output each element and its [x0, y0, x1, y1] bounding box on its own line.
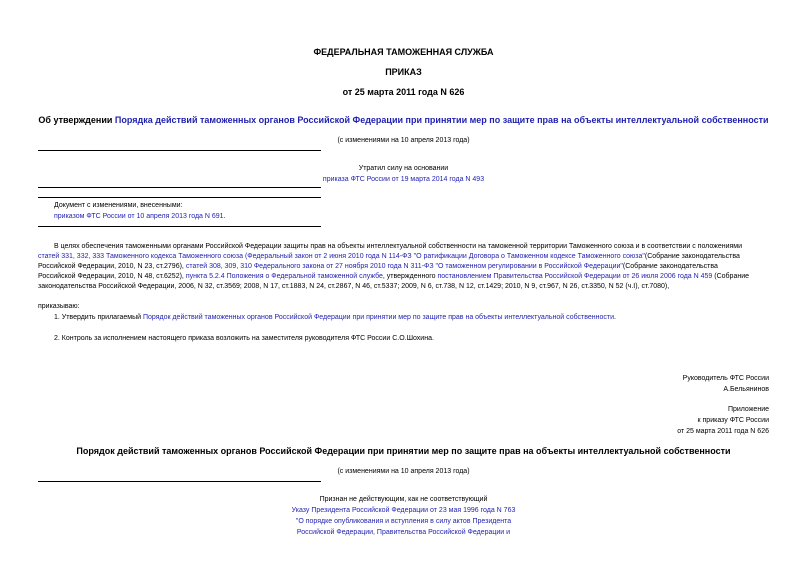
invalid-link-title-2[interactable]: Российской Федерации, Правительства Российской Федерации и	[296, 529, 511, 536]
order-item-1	[54, 312, 616, 323]
agency-name: ФЕДЕРАЛЬНАЯ ТАМОЖЕННАЯ СЛУЖБА	[313, 47, 494, 57]
divider	[38, 226, 321, 227]
preamble-text: , утвержденного	[382, 273, 436, 280]
invalid-link-line-2	[0, 516, 807, 527]
changes-link-line	[54, 211, 226, 222]
preamble-link-311fz[interactable]: статей 308, 309, 310 Федерального закона от 27 ноября 2010 года N 311-ФЗ "О таможенном регулировании в Российской Федерации"	[185, 263, 623, 270]
appendix-line-3: от 25 марта 2011 года N 626	[677, 428, 769, 435]
changes-after: .	[223, 213, 226, 220]
divider	[38, 150, 321, 151]
doc-title-prefix: Об утверждении	[38, 115, 115, 125]
invalid-link-line-3	[0, 527, 807, 538]
invalid-link-line-1	[0, 505, 807, 516]
divider	[38, 481, 321, 482]
invalid-link-decree-763[interactable]: Указу Президента Российской Федерации от 23 мая 1996 года N 763	[291, 507, 516, 514]
order-item-1-link[interactable]: Порядок действий таможенных органов Российской Федерации при принятии мер по защите прав на объекты интеллектуальной собственности	[142, 314, 615, 321]
doc-title	[0, 115, 807, 125]
preamble-text: (Собрание	[714, 273, 750, 280]
preamble-text: (Собрание законодательства	[622, 263, 718, 270]
appendix-line-2: к приказу ФТС России	[697, 417, 769, 424]
amendments-note: (с изменениями на 10 апреля 2013 года)	[337, 137, 470, 144]
preamble-link-tks[interactable]: статей 331, 332, 333 Таможенного кодекса Таможенного союза (Федеральный закон от 2 июня 2010 года N 114-ФЗ "О ратификации Договора о Таможенном кодексе Таможенного союза"	[38, 253, 645, 260]
preamble-link-regulation[interactable]: пункта 5.2.4 Положения о Федеральной таможенной службе	[185, 273, 383, 280]
appendix-line-1: Приложение	[727, 406, 769, 413]
lost-force-link-line	[0, 174, 807, 185]
lost-force-link[interactable]: приказа ФТС России от 19 марта 2014 года N 493	[322, 176, 485, 183]
preamble-text: Российской Федерации, 2010, N 23, ст.2796),	[38, 263, 184, 270]
order-item-1-prefix: 1. Утвердить прилагаемый	[54, 314, 143, 321]
lost-force-text: Утратил силу на основании	[358, 165, 449, 172]
doc-title-link[interactable]: Порядка действий таможенных органов Российской Федерации при принятии мер по защите прав на объекты интеллектуальной собственности	[114, 115, 769, 125]
changes-text: Документ с изменениями, внесенными:	[54, 202, 183, 209]
appendix-title: Порядок действий таможенных органов Российской Федерации при принятии мер по защите прав на объекты интеллектуальной собственности	[76, 446, 731, 456]
doc-date-number: от 25 марта 2011 года N 626	[342, 87, 465, 97]
order-word: приказываю:	[38, 303, 80, 310]
divider	[38, 197, 321, 198]
signature-name: А.Бельянинов	[723, 386, 769, 393]
preamble-line-5: законодательства Российской Федерации, 2006, N 32, ст.3569; 2008, N 17, ст.1883, N 24, ст.2867, N 46, ст.5337; 2009, N 6, ст.738, N 12, ст.1429; 2010, N 9, ст.967, N 26, ст.3350, N 52 (ч.I), ст.7080),	[38, 283, 670, 290]
preamble-text: Российской Федерации, 2010, N 48, ст.6252),	[38, 273, 184, 280]
preamble-link-decree-459[interactable]: постановлением Правительства Российской Федерации от 26 июля 2006 года N 459	[437, 273, 713, 280]
invalid-link-title-1[interactable]: "О порядке опубликования и вступления в силу актов Президента	[295, 518, 512, 525]
doc-type: ПРИКАЗ	[385, 67, 422, 77]
order-item-1-suffix: .	[614, 314, 616, 321]
signature-position: Руководитель ФТС России	[682, 375, 769, 382]
appendix-amendments: (с изменениями на 10 апреля 2013 года)	[337, 468, 470, 475]
invalid-text: Признан не действующим, как не соответствующий	[319, 496, 488, 503]
divider	[38, 187, 321, 188]
preamble-text: (Собрание законодательства	[644, 253, 740, 260]
preamble-line-1: В целях обеспечения таможенными органами Российской Федерации защиты прав на объекты интеллектуальной собственности на таможенной территории Таможенного союза и в соответствии с положениями	[54, 243, 743, 250]
changes-link[interactable]: приказом ФТС России от 10 апреля 2013 года N 691	[54, 213, 224, 220]
order-item-2: 2. Контроль за исполнением настоящего приказа возложить на заместителя руководителя ФТС России С.О.Шохина.	[54, 335, 434, 342]
